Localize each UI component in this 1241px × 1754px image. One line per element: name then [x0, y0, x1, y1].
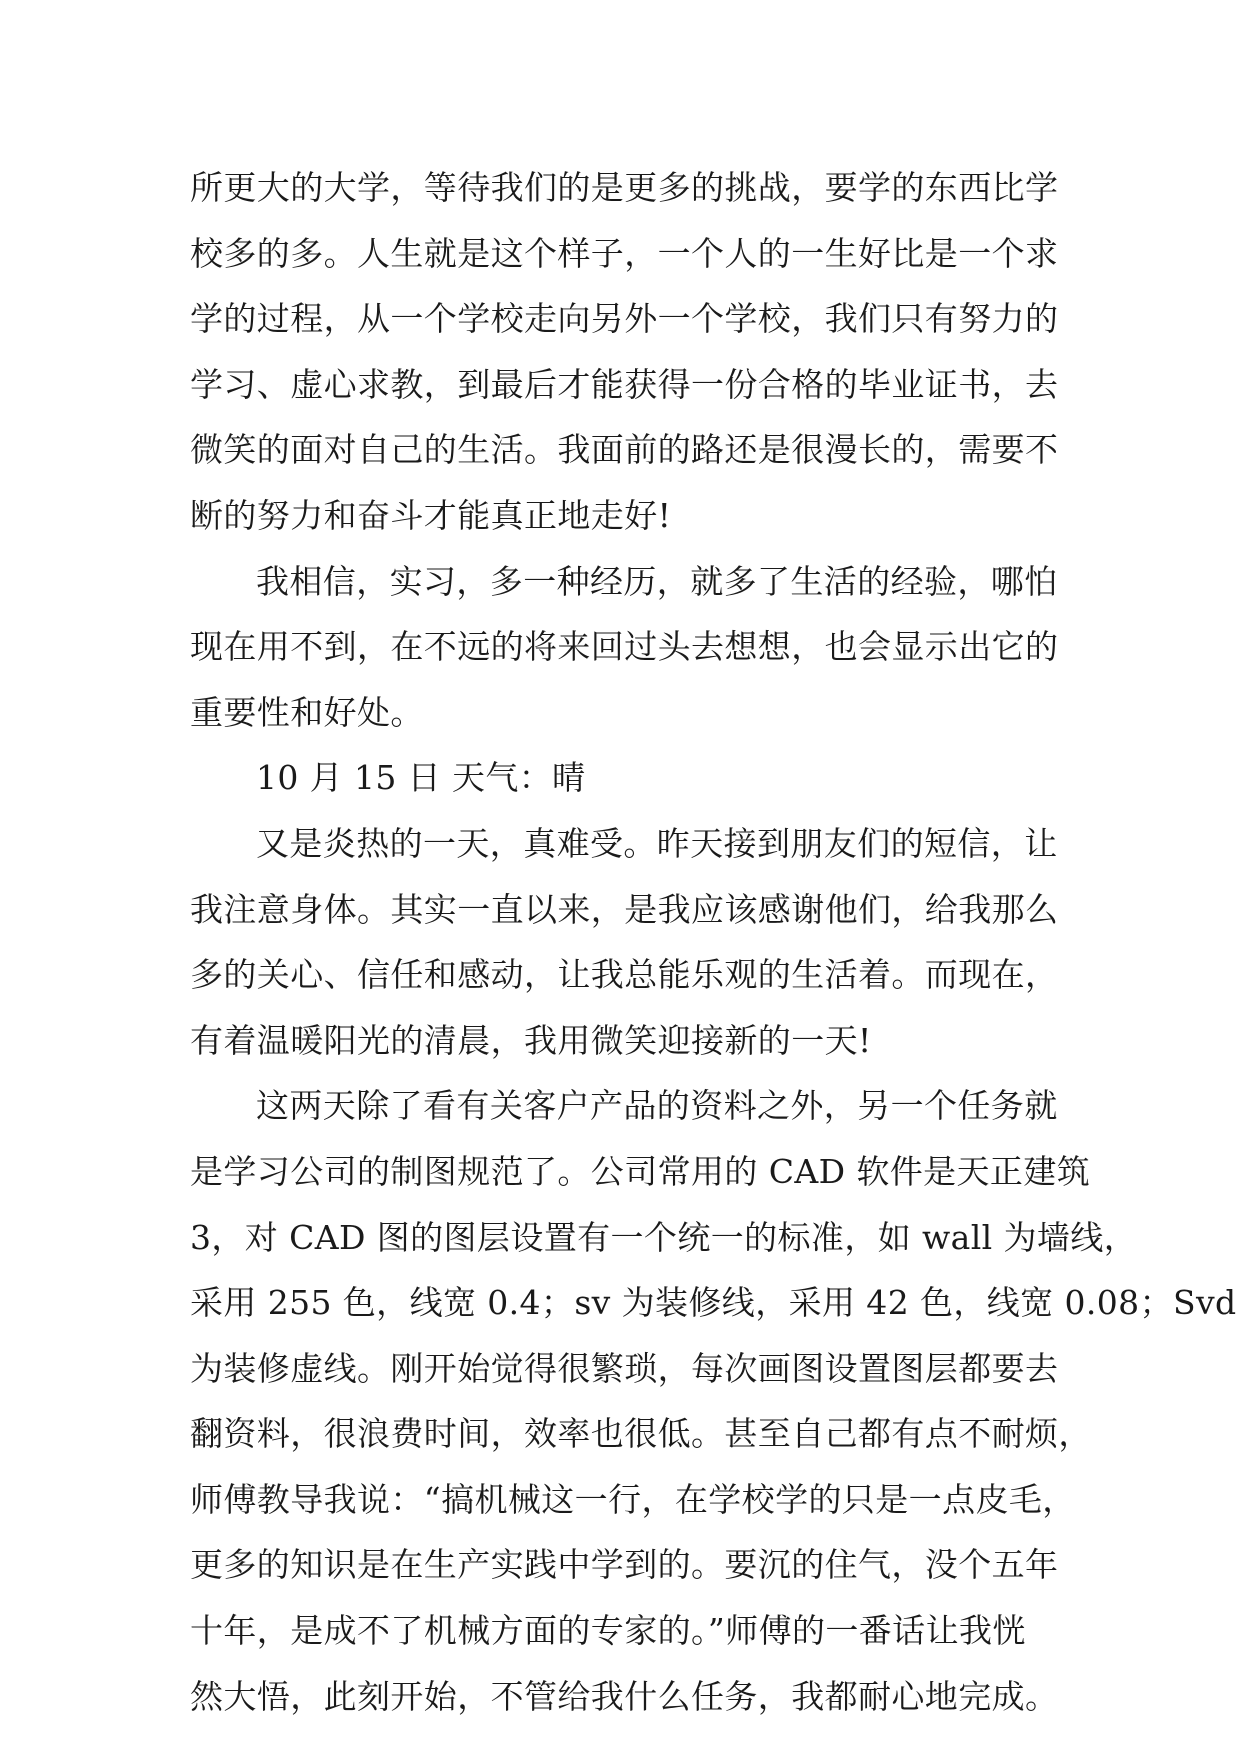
- text-line-24: 然大悟，此刻开始，不管给我什么任务，我都耐心地完成。: [190, 1676, 1059, 1716]
- text-line-21: 师傅教导我说：“搞机械这一行，在学校学的只是一点皮毛，: [190, 1479, 1076, 1519]
- diary-date-heading: 10 月 15 日 天气：晴: [256, 758, 586, 798]
- text-line-19: 为装修虚线。刚开始觉得很繁琐，每次画图设置图层都要去: [190, 1348, 1059, 1388]
- text-line-1: 所更大的大学，等待我们的是更多的挑战，要学的东西比学: [190, 168, 1059, 207]
- text-line-13: 多的关心、信任和感动，让我总能乐观的生活着。而现在，: [190, 955, 1059, 995]
- text-line-18: 采用 255 色，线宽 0.4；sv 为装修线，采用 42 色，线宽 0.08；Svd: [190, 1283, 1237, 1323]
- text-line-17: 3，对 CAD 图的图层设置有一个统一的标准，如 wall 为墙线，: [190, 1217, 1138, 1257]
- document-body: [190, 155, 1237, 1729]
- text-line-3: 学的过程，从一个学校走向另外一个学校，我们只有努力的: [190, 299, 1059, 339]
- text-line-8: 现在用不到，在不远的将来回过头去想想，也会显示出它的: [190, 627, 1059, 667]
- text-line-20: 翻资料，很浪费时间，效率也很低。甚至自己都有点不耐烦，: [190, 1414, 1092, 1454]
- text-line-6: 断的努力和奋斗才能真正地走好!: [190, 495, 672, 535]
- text-line-5: 微笑的面对自己的生活。我面前的路还是很漫长的，需要不: [190, 430, 1059, 470]
- text-line-2: 校多的多。人生就是这个样子，一个人的一生好比是一个求: [190, 233, 1059, 273]
- text-line-7: 我相信，实习，多一种经历，就多了生活的经验，哪怕: [256, 561, 1058, 601]
- text-line-12: 我注意身体。其实一直以来，是我应该感谢他们，给我那么: [190, 889, 1059, 929]
- text-line-16: 是学习公司的制图规范了。公司常用的 CAD 软件是天正建筑: [190, 1151, 1091, 1191]
- text-line-23: 十年，是成不了机械方面的专家的。”师傅的一番话让我恍: [190, 1611, 1026, 1651]
- text-line-4: 学习、虚心求教，到最后才能获得一份合格的毕业证书，去: [190, 364, 1059, 404]
- text-line-14: 有着温暖阳光的清晨，我用微笑迎接新的一天!: [190, 1020, 872, 1060]
- text-line-9: 重要性和好处。: [190, 692, 424, 732]
- text-line-11: 又是炎热的一天，真难受。昨天接到朋友们的短信，让: [256, 823, 1058, 863]
- text-line-15: 这两天除了看有关客户产品的资料之外，另一个任务就: [256, 1086, 1058, 1126]
- text-line-22: 更多的知识是在生产实践中学到的。要沉的住气，没个五年: [190, 1545, 1059, 1585]
